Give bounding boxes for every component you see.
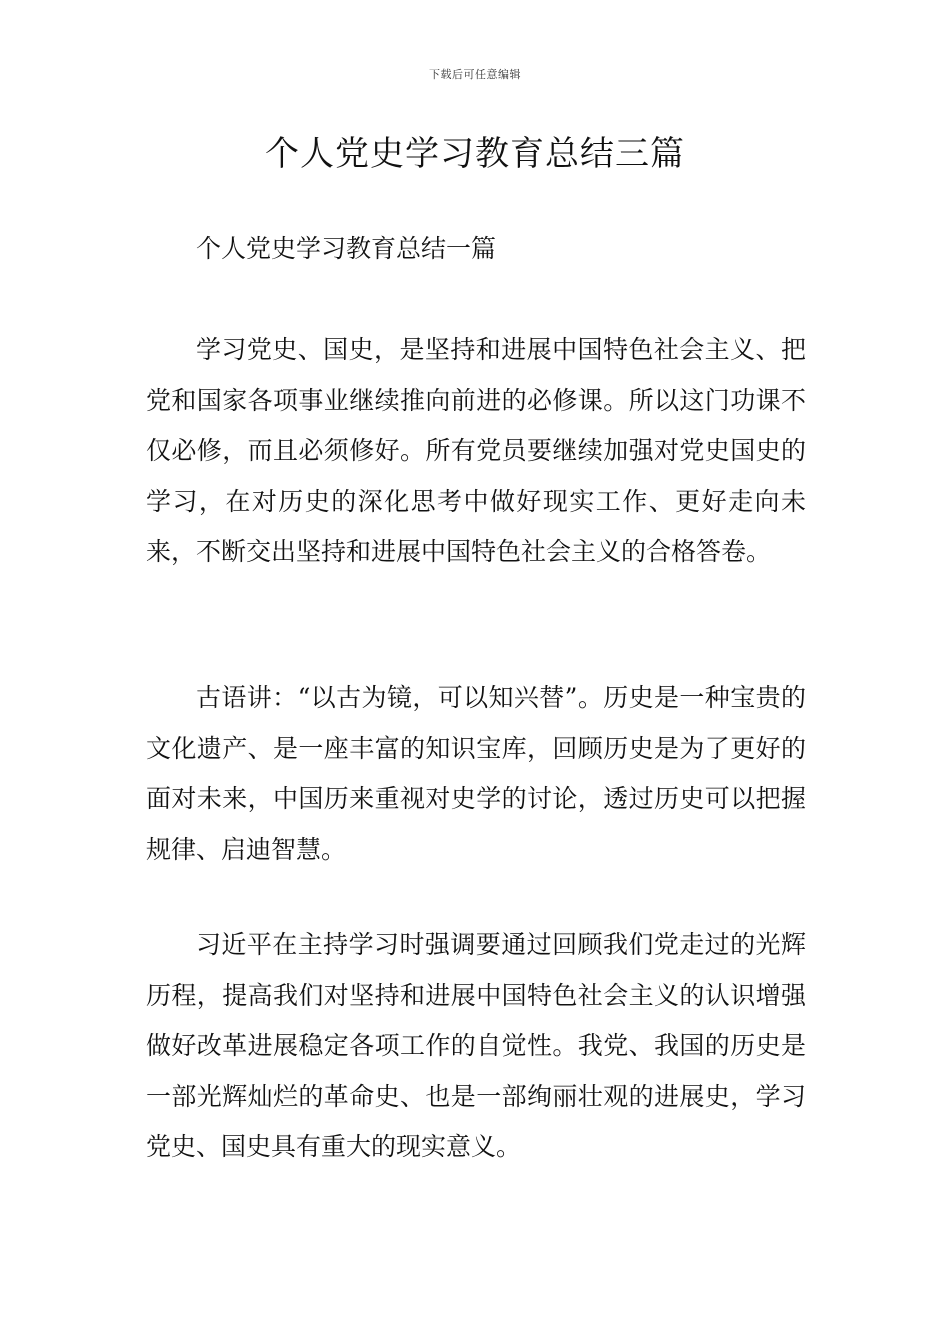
body-paragraph: 学习党史、国史，是坚持和进展中国特色社会主义、把党和国家各项事业继续推向前进的必修课。所以这门功课不仅必修，而且必须修好。所有党员要继续加强对党史国史的学习，在对历史的深化思考中做好现实工作、更好走向未来，不断交出坚持和进展中国特色社会主义的合格答卷。 xyxy=(146,335,806,566)
section-title: 个人党史学习教育总结一篇 xyxy=(196,234,497,263)
body-paragraph: 习近平在主持学习时强调要通过回顾我们党走过的光辉历程，提高我们对坚持和进展中国特色社会主义的认识增强做好改革进展稳定各项工作的自觉性。我党、我国的历史是一部光辉灿烂的革命史、也是一部绚丽壮观的进展史，学习党史、国史具有重大的现实意义。 xyxy=(146,930,806,1161)
header-note: 下载后可任意编辑 xyxy=(429,68,521,81)
body-paragraph: 古语讲：“以古为镜，可以知兴替”。历史是一种宝贵的文化遗产、是一座丰富的知识宝库，回顾历史是为了更好的面对未来，中国历来重视对史学的讨论，透过历史可以把握规律、启迪智慧。 xyxy=(146,683,806,864)
document-title: 个人党史学习教育总结三篇 xyxy=(265,134,685,174)
